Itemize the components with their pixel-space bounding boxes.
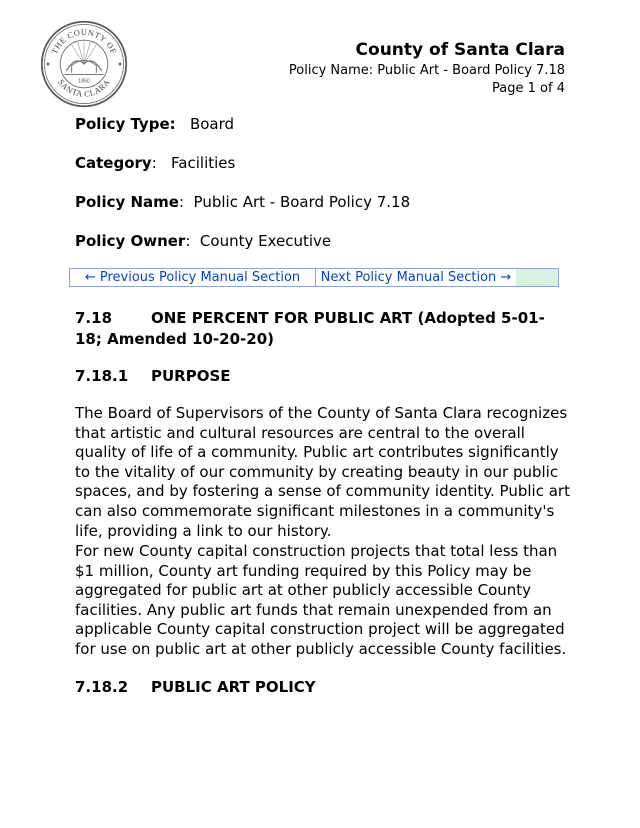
purpose-paragraph: The Board of Supervisors of the County of Santa Clara recognizes that artistic and cultural resources are central to the overall quality of life of a community. Public art contributes significantly to the vitality of our community by creating beauty in our public spaces, and by fostering a sense of community identity. Public art can also commemorate significant milestones in a community's life, providing a link to our history. — [75, 404, 570, 540]
document-header — [289, 38, 565, 98]
policy-manual-navigation — [69, 268, 559, 287]
policy-type-value: Board — [189, 115, 235, 133]
category-value: : Facilities — [151, 154, 236, 172]
category-label: Category — [75, 154, 152, 172]
policy-owner-row — [75, 232, 331, 250]
section-heading-7-18-1 — [75, 366, 565, 387]
policy-type-label: Policy Type: — [75, 115, 176, 133]
page-indicator: Page 1 of 4 — [492, 81, 565, 96]
policy-name-label: Policy Name — [75, 193, 179, 211]
category-row — [75, 154, 235, 172]
organization-name: County of Santa Clara — [355, 40, 565, 60]
previous-section-link[interactable]: ← Previous Policy Manual Section — [70, 269, 316, 286]
section-heading-7-18 — [75, 308, 565, 350]
section-title: PURPOSE — [151, 367, 231, 385]
section-number: 7.18 — [75, 309, 113, 327]
county-seal-logo — [40, 20, 128, 108]
policy-owner-label: Policy Owner — [75, 232, 186, 250]
funding-paragraph: For new County capital construction projects that total less than $1 million, County art funding required by this Policy may be aggregated for public art at other publicly accessible County facilities. Any public art funds that remain unexpended from an applicable County capital construction project will be aggregated for use on public art at other publicly accessible County facilities. — [75, 542, 567, 658]
section-number: 7.18.1 — [75, 367, 129, 385]
next-section-link[interactable]: Next Policy Manual Section → — [320, 270, 512, 285]
section-heading-7-18-2 — [75, 677, 565, 698]
nav-spacer-cell — [516, 269, 558, 286]
seal-bottom-text: SANTA CLARA — [55, 77, 113, 99]
section-number: 7.18.2 — [75, 678, 129, 696]
header-policy-name: Policy Name: Public Art - Board Policy 7.18 — [288, 63, 565, 78]
section-title: ONE PERCENT FOR PUBLIC ART (Adopted 5-01-18; Amended 10-20-20) — [75, 309, 545, 348]
policy-name-value: : Public Art - Board Policy 7.18 — [178, 193, 411, 211]
seal-top-text: THE COUNTY OF — [49, 27, 119, 56]
policy-owner-value: : County Executive — [185, 232, 332, 250]
policy-type-row — [75, 115, 234, 133]
section-title: PUBLIC ART POLICY — [151, 678, 316, 696]
policy-name-row — [75, 193, 410, 211]
seal-year: 1850 — [78, 78, 90, 85]
